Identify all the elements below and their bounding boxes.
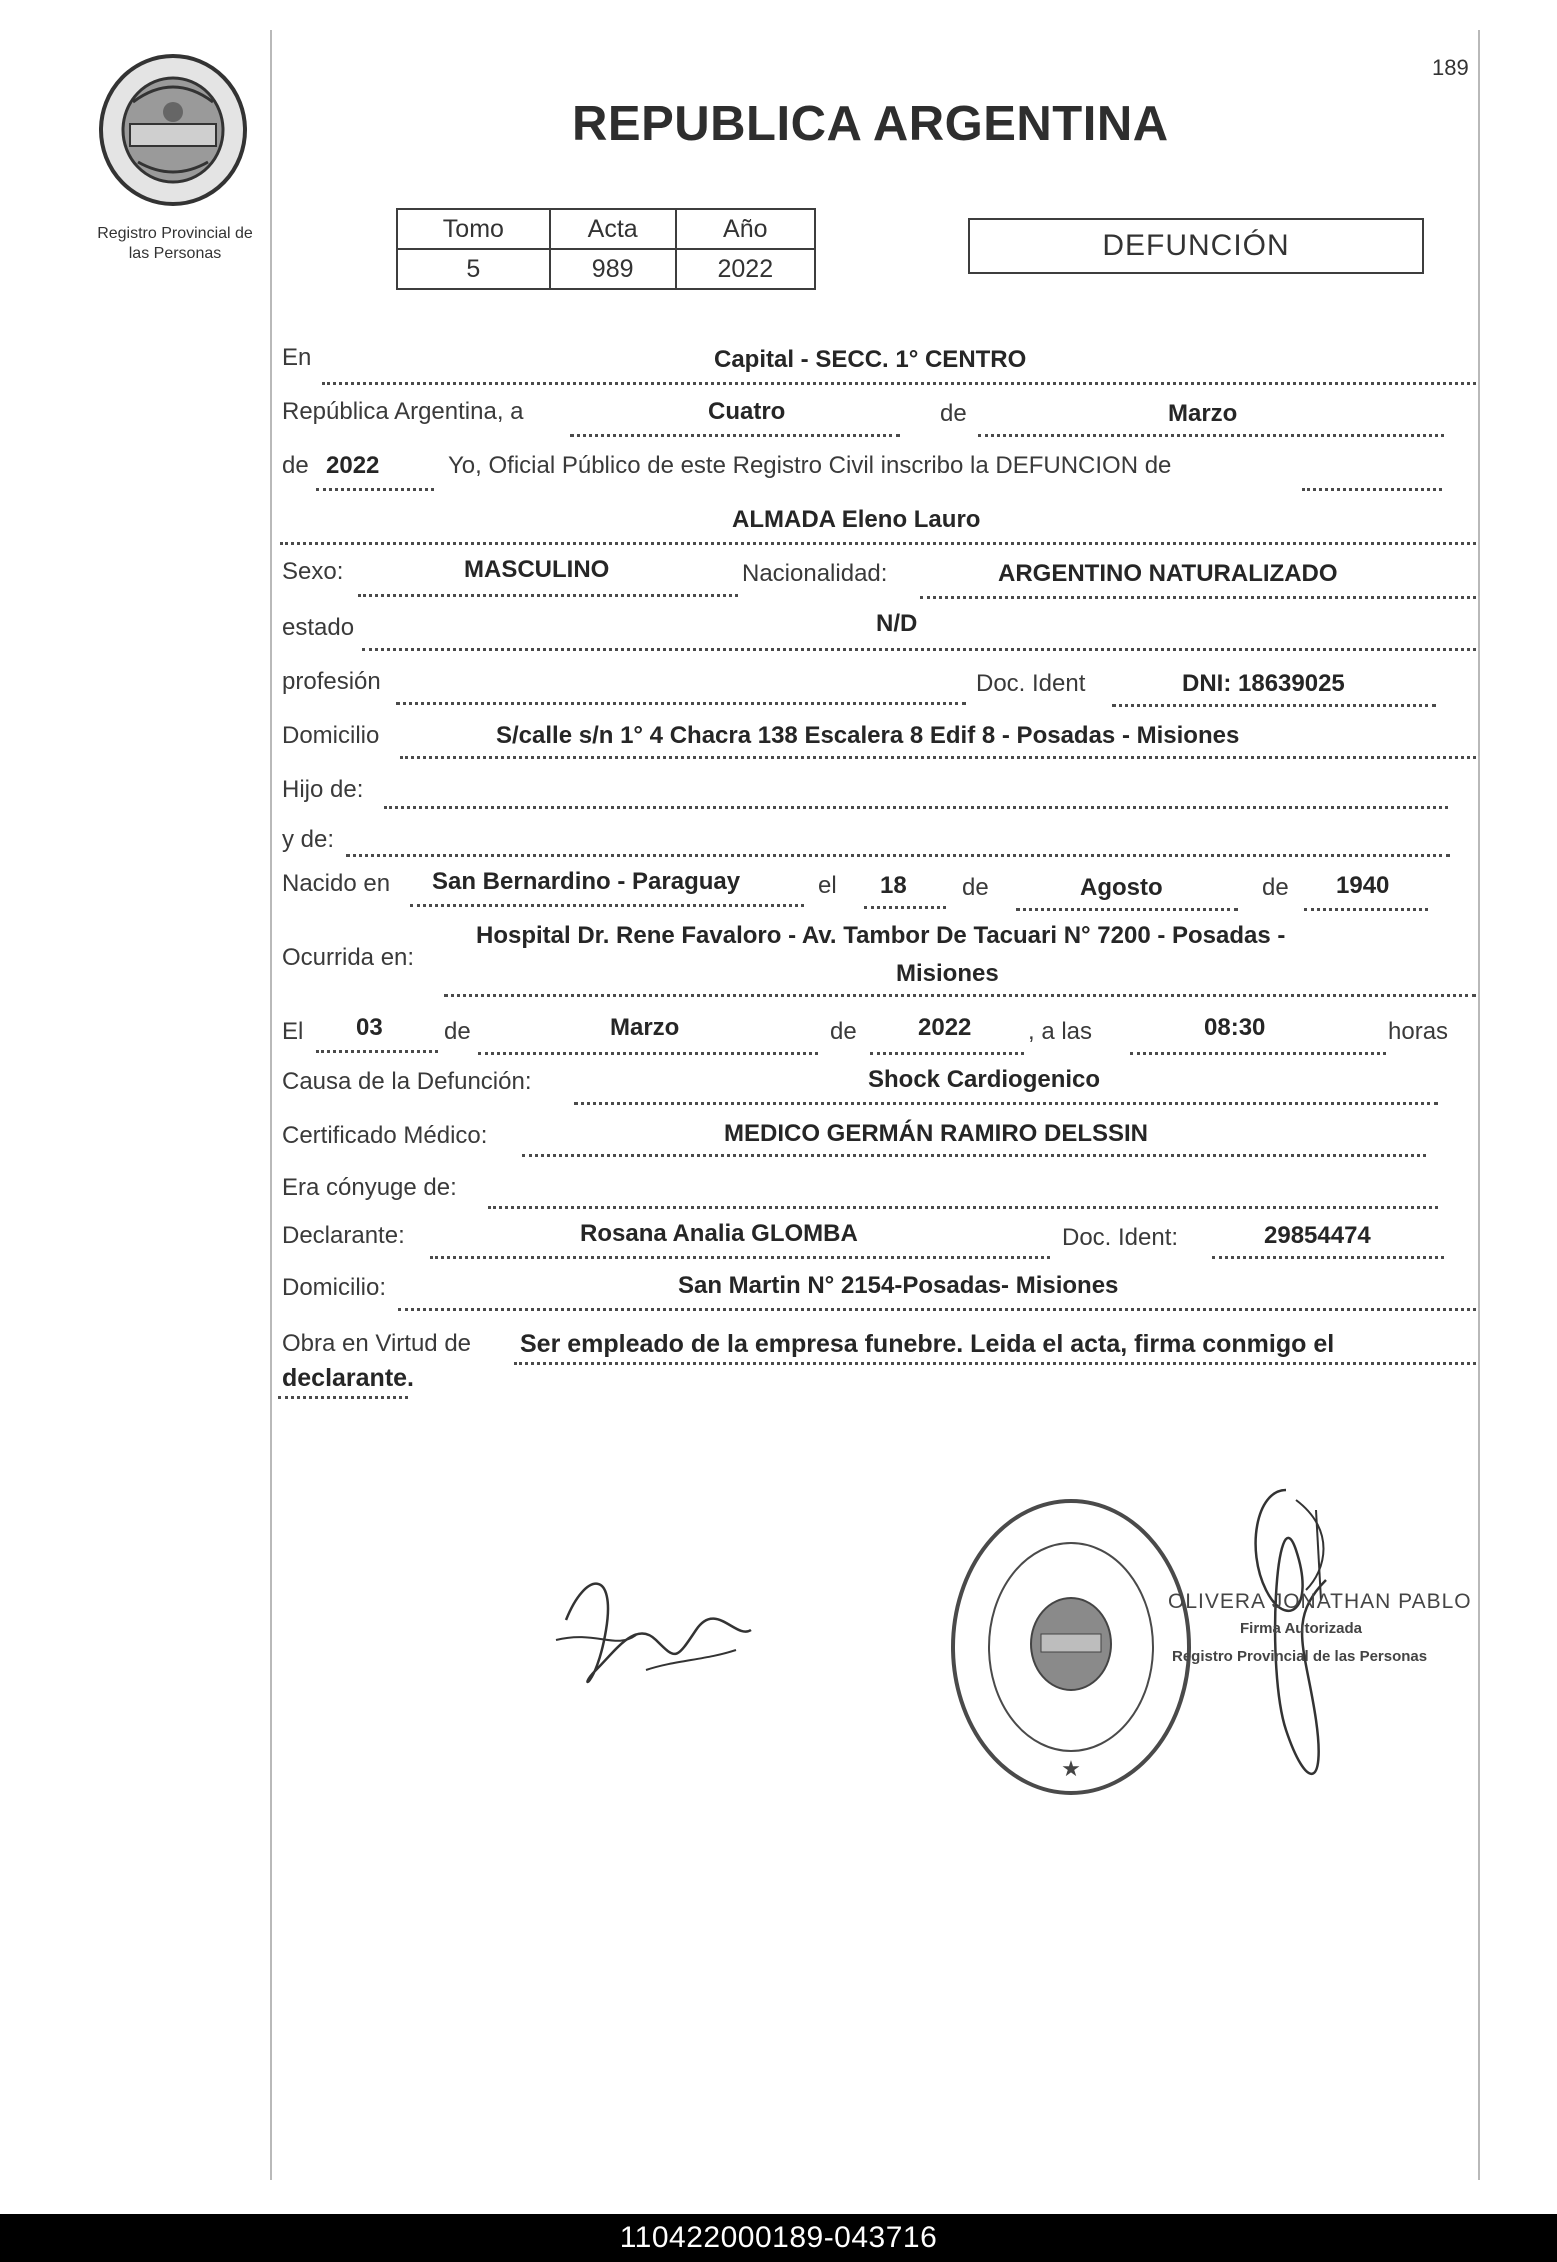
reason-line-2: declarante. xyxy=(282,1364,415,1392)
label-hijo-de: Hijo de: xyxy=(282,776,364,803)
civil-status-value: N/D xyxy=(876,610,918,637)
label-a-las: , a las xyxy=(1028,1018,1093,1045)
signatory-office: Registro Provincial de las Personas xyxy=(1172,1648,1428,1665)
death-year-value: 2022 xyxy=(918,1014,972,1041)
dotted-line xyxy=(384,806,1448,809)
label-el: El xyxy=(282,1018,304,1045)
dotted-line xyxy=(396,702,966,705)
label-profesion: profesión xyxy=(282,668,381,695)
svg-text:★: ★ xyxy=(1061,1756,1081,1781)
label-de: de xyxy=(444,1018,471,1045)
dotted-line xyxy=(1212,1256,1444,1259)
label-certificado: Certificado Médico: xyxy=(282,1122,488,1149)
label-doc-ident: Doc. Ident: xyxy=(1062,1224,1179,1251)
death-time-value: 08:30 xyxy=(1204,1014,1266,1041)
province-seal-logo xyxy=(88,42,258,212)
record-table-header-row xyxy=(397,209,815,249)
label-de: de xyxy=(962,874,989,901)
registry-caption xyxy=(40,224,310,264)
dotted-line xyxy=(410,904,804,907)
dotted-line xyxy=(362,648,1476,651)
dotted-line xyxy=(400,756,1476,759)
birthplace-value: San Bernardino - Paraguay xyxy=(432,868,741,895)
dotted-line xyxy=(358,594,738,597)
dotted-line xyxy=(978,434,1444,437)
record-type-box: DEFUNCIÓN xyxy=(968,218,1424,274)
dotted-line xyxy=(574,1102,1438,1105)
death-month-value: Marzo xyxy=(610,1014,680,1041)
place-value: Capital - SECC. 1° CENTRO xyxy=(714,346,1027,373)
birth-day-value: 18 xyxy=(880,872,907,899)
dotted-line xyxy=(478,1052,818,1055)
label-ocurrida-en: Ocurrida en: xyxy=(282,944,415,971)
label-sexo: Sexo: xyxy=(282,558,344,585)
record-table-value-row xyxy=(397,249,815,289)
dotted-line xyxy=(278,1396,408,1399)
declarant-signature xyxy=(536,1560,766,1700)
month-value: Marzo xyxy=(1168,400,1238,427)
signatory-name: OLIVERA JONATHAN PABLO xyxy=(1168,1590,1472,1613)
label-de: de xyxy=(1262,874,1289,901)
dotted-line xyxy=(870,1052,1024,1055)
dotted-line xyxy=(522,1154,1426,1157)
dotted-line xyxy=(1016,908,1238,911)
label-causa: Causa de la Defunción: xyxy=(282,1068,532,1095)
birth-year-value: 1940 xyxy=(1336,872,1390,899)
dotted-line xyxy=(280,542,1476,545)
dotted-line xyxy=(398,1308,1476,1311)
dotted-line xyxy=(322,382,1476,385)
registry-caption-line-1: Registro Provincial de xyxy=(97,225,253,242)
dotted-line xyxy=(1112,704,1436,707)
label-nacionalidad: Nacionalidad: xyxy=(742,560,888,587)
record-table-value: 5 xyxy=(397,249,550,289)
dotted-line xyxy=(1302,488,1442,491)
dotted-line xyxy=(488,1206,1438,1209)
death-day-value: 03 xyxy=(356,1014,383,1041)
dotted-line xyxy=(444,994,1476,997)
year-value: 2022 xyxy=(326,452,380,479)
declarant-address-value: San Martin N° 2154-Posadas- Misiones xyxy=(678,1272,1119,1299)
dotted-line xyxy=(1304,908,1428,911)
declarant-value: Rosana Analia GLOMBA xyxy=(580,1220,858,1247)
cause-value: Shock Cardiogenico xyxy=(868,1066,1101,1093)
dotted-line xyxy=(1130,1052,1386,1055)
page-number: 189 xyxy=(1432,55,1469,80)
label-de: de xyxy=(282,452,309,479)
dotted-line xyxy=(346,854,1450,857)
reason-line-1: Ser empleado de la empresa funebre. Leida el acta, firma conmigo el xyxy=(520,1330,1335,1358)
label-doc-ident: Doc. Ident xyxy=(976,670,1086,697)
sex-value: MASCULINO xyxy=(464,556,610,583)
label-domicilio: Domicilio xyxy=(282,722,380,749)
record-table xyxy=(396,208,816,290)
record-table-header: Acta xyxy=(550,209,676,249)
dotted-line xyxy=(864,906,946,909)
nationality-value: ARGENTINO NATURALIZADO xyxy=(998,560,1338,587)
official-stamp xyxy=(946,1494,1196,1800)
document-title: REPUBLICA ARGENTINA xyxy=(572,97,1169,151)
record-table-header: Año xyxy=(676,209,815,249)
declarant-doc-value: 29854474 xyxy=(1264,1222,1371,1249)
record-table-value: 2022 xyxy=(676,249,815,289)
label-estado: estado xyxy=(282,614,355,641)
left-margin-line xyxy=(270,30,272,2180)
label-de: de xyxy=(940,400,967,427)
right-margin-line xyxy=(1478,30,1480,2180)
label-el: el xyxy=(818,872,837,899)
dotted-line xyxy=(316,488,434,491)
record-table-header: Tomo xyxy=(397,209,550,249)
dotted-line xyxy=(316,1050,438,1053)
birth-month-value: Agosto xyxy=(1080,874,1163,901)
barcode-number: 110422000189-043716 xyxy=(619,2221,938,2254)
record-table-value: 989 xyxy=(550,249,676,289)
dotted-line xyxy=(570,434,900,437)
label-republica: República Argentina, a xyxy=(282,398,524,425)
dotted-line xyxy=(430,1256,1050,1259)
occurrence-place-line-1: Hospital Dr. Rene Favaloro - Av. Tambor De Tacuari N° 7200 - Posadas - xyxy=(476,922,1286,949)
label-obra: Obra en Virtud de xyxy=(282,1330,472,1357)
label-nacido-en: Nacido en xyxy=(282,870,391,897)
dotted-line xyxy=(920,596,1476,599)
label-domicilio: Domicilio: xyxy=(282,1274,387,1301)
label-de: de xyxy=(830,1018,857,1045)
certificate-value: MEDICO GERMÁN RAMIRO DELSSIN xyxy=(724,1120,1149,1147)
deceased-name: ALMADA Eleno Lauro xyxy=(732,506,981,533)
document-value: DNI: 18639025 xyxy=(1182,670,1345,697)
registry-caption-line-2: las Personas xyxy=(128,245,222,262)
label-en: En xyxy=(282,344,312,371)
label-declarante: Declarante: xyxy=(282,1222,405,1249)
signatory-role: Firma Autorizada xyxy=(1240,1620,1362,1637)
label-horas: horas xyxy=(1388,1018,1449,1045)
label-oficial: Yo, Oficial Público de este Registro Civil inscribo la DEFUNCION de xyxy=(448,452,1172,479)
address-value: S/calle s/n 1° 4 Chacra 138 Escalera 8 Edif 8 - Posadas - Misiones xyxy=(496,722,1240,749)
label-y-de: y de: xyxy=(282,826,335,853)
day-text-value: Cuatro xyxy=(708,398,786,425)
dotted-line xyxy=(514,1362,1476,1365)
label-conyuge: Era cónyuge de: xyxy=(282,1174,457,1201)
occurrence-place-line-2: Misiones xyxy=(896,960,999,987)
